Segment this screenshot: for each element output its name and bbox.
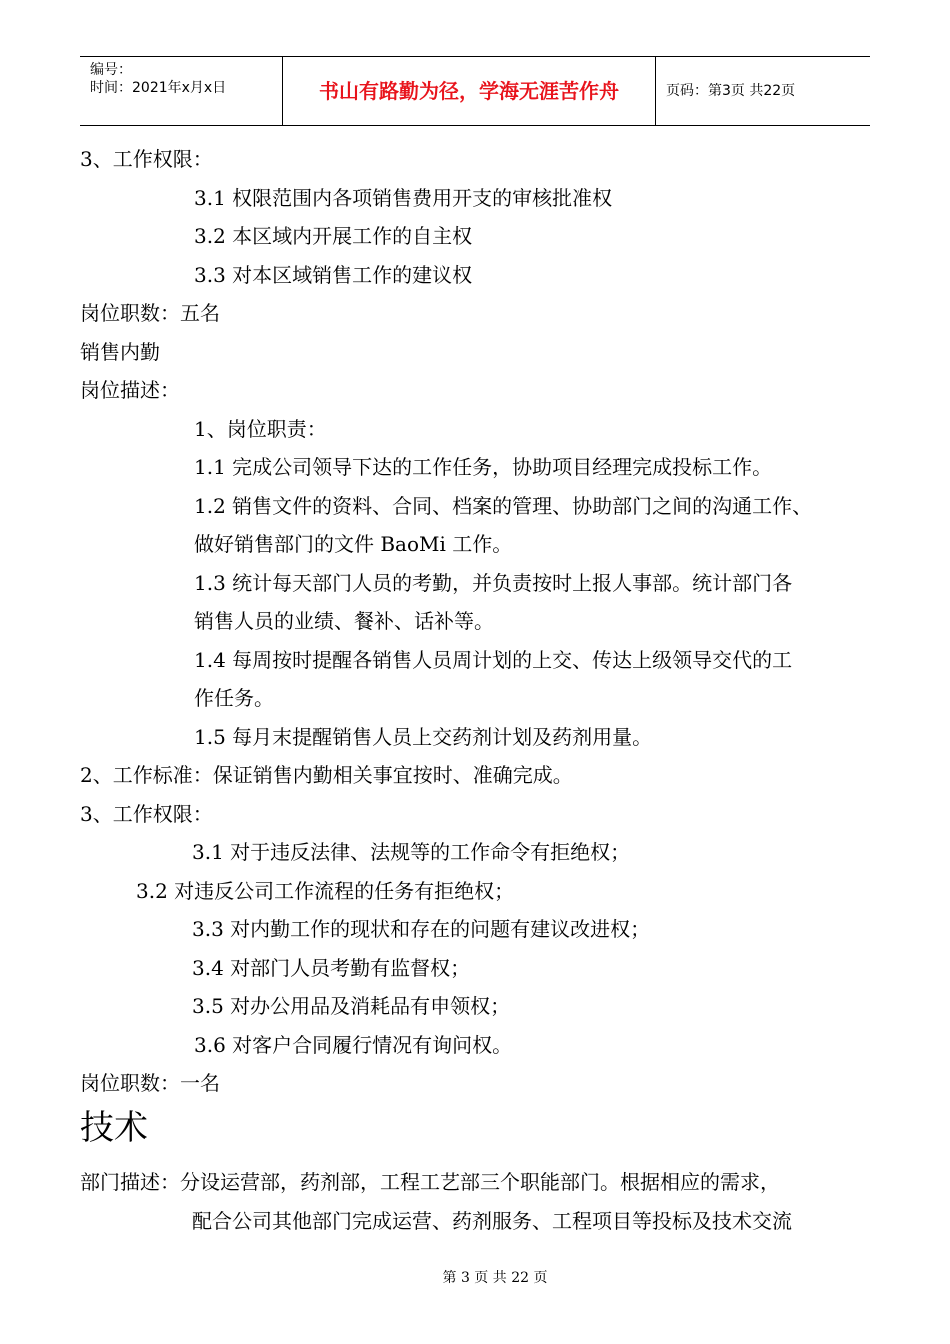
position-description-label: 岗位描述： [80, 378, 180, 402]
work-standard: 2、工作标准：保证销售内勤相关事宜按时、准确完成。 [80, 763, 573, 787]
section-title-authority: 3、工作权限： [80, 147, 213, 171]
position-title: 销售内勤 [80, 340, 160, 364]
list-item: 3.3 对本区域销售工作的建议权 [194, 263, 473, 287]
list-item: 3.4 对部门人员考勤有监督权； [192, 956, 471, 980]
list-item-continued: 做好销售部门的文件 BaoMi 工作。 [194, 532, 513, 556]
section-title-authority: 3、工作权限： [80, 802, 213, 826]
header-meta [80, 57, 282, 125]
list-item: 3.6 对客户合同履行情况有询问权。 [194, 1033, 513, 1057]
list-item: 3.2 本区域内开展工作的自主权 [194, 224, 473, 248]
document-number-label: 编号： [90, 62, 132, 78]
list-item: 1.2 销售文件的资料、合同、档案的管理、协助部门之间的沟通工作、 [194, 494, 813, 518]
section-title-duties: 1、岗位职责： [194, 417, 327, 441]
list-item: 1.3 统计每天部门人员的考勤，并负责按时上报人事部。统计部门各 [194, 571, 793, 595]
list-item: 3.2 对违反公司工作流程的任务有拒绝权； [136, 879, 515, 903]
page-header [80, 56, 870, 126]
header-motto: 书山有路勤为径，学海无涯苦作舟 [282, 57, 656, 125]
list-item: 1.5 每月末提醒销售人员上交药剂计划及药剂用量。 [194, 725, 653, 749]
list-item: 3.1 对于违反法律、法规等的工作命令有拒绝权； [192, 840, 631, 864]
list-item: 3.1 权限范围内各项销售费用开支的审核批准权 [194, 186, 613, 210]
list-item: 1.4 每周按时提醒各销售人员周计划的上交、传达上级领导交代的工 [194, 648, 793, 672]
position-count: 岗位职数：五名 [80, 301, 220, 325]
list-item: 1.1 完成公司领导下达的工作任务，协助项目经理完成投标工作。 [194, 455, 773, 479]
header-page-number: 页码：第3页 共22页 [666, 83, 796, 99]
footer-page-number: 第 3 页 共 22 页 [442, 1270, 548, 1286]
document-time-label: 时间：2021年x月x日 [90, 80, 227, 96]
list-item-continued: 作任务。 [194, 686, 274, 710]
department-description-continued: 配合公司其他部门完成运营、药剂服务、工程项目等投标及技术交流 [192, 1209, 792, 1233]
page-footer [0, 1268, 950, 1288]
section-heading: 技术 [80, 1108, 148, 1148]
list-item: 3.5 对办公用品及消耗品有申领权； [192, 994, 511, 1018]
department-description: 部门描述：分设运营部，药剂部，工程工艺部三个职能部门。根据相应的需求， [80, 1170, 780, 1194]
position-count: 岗位职数：一名 [80, 1071, 220, 1095]
list-item: 3.3 对内勤工作的现状和存在的问题有建议改进权； [192, 917, 651, 941]
list-item-continued: 销售人员的业绩、餐补、话补等。 [194, 609, 494, 633]
